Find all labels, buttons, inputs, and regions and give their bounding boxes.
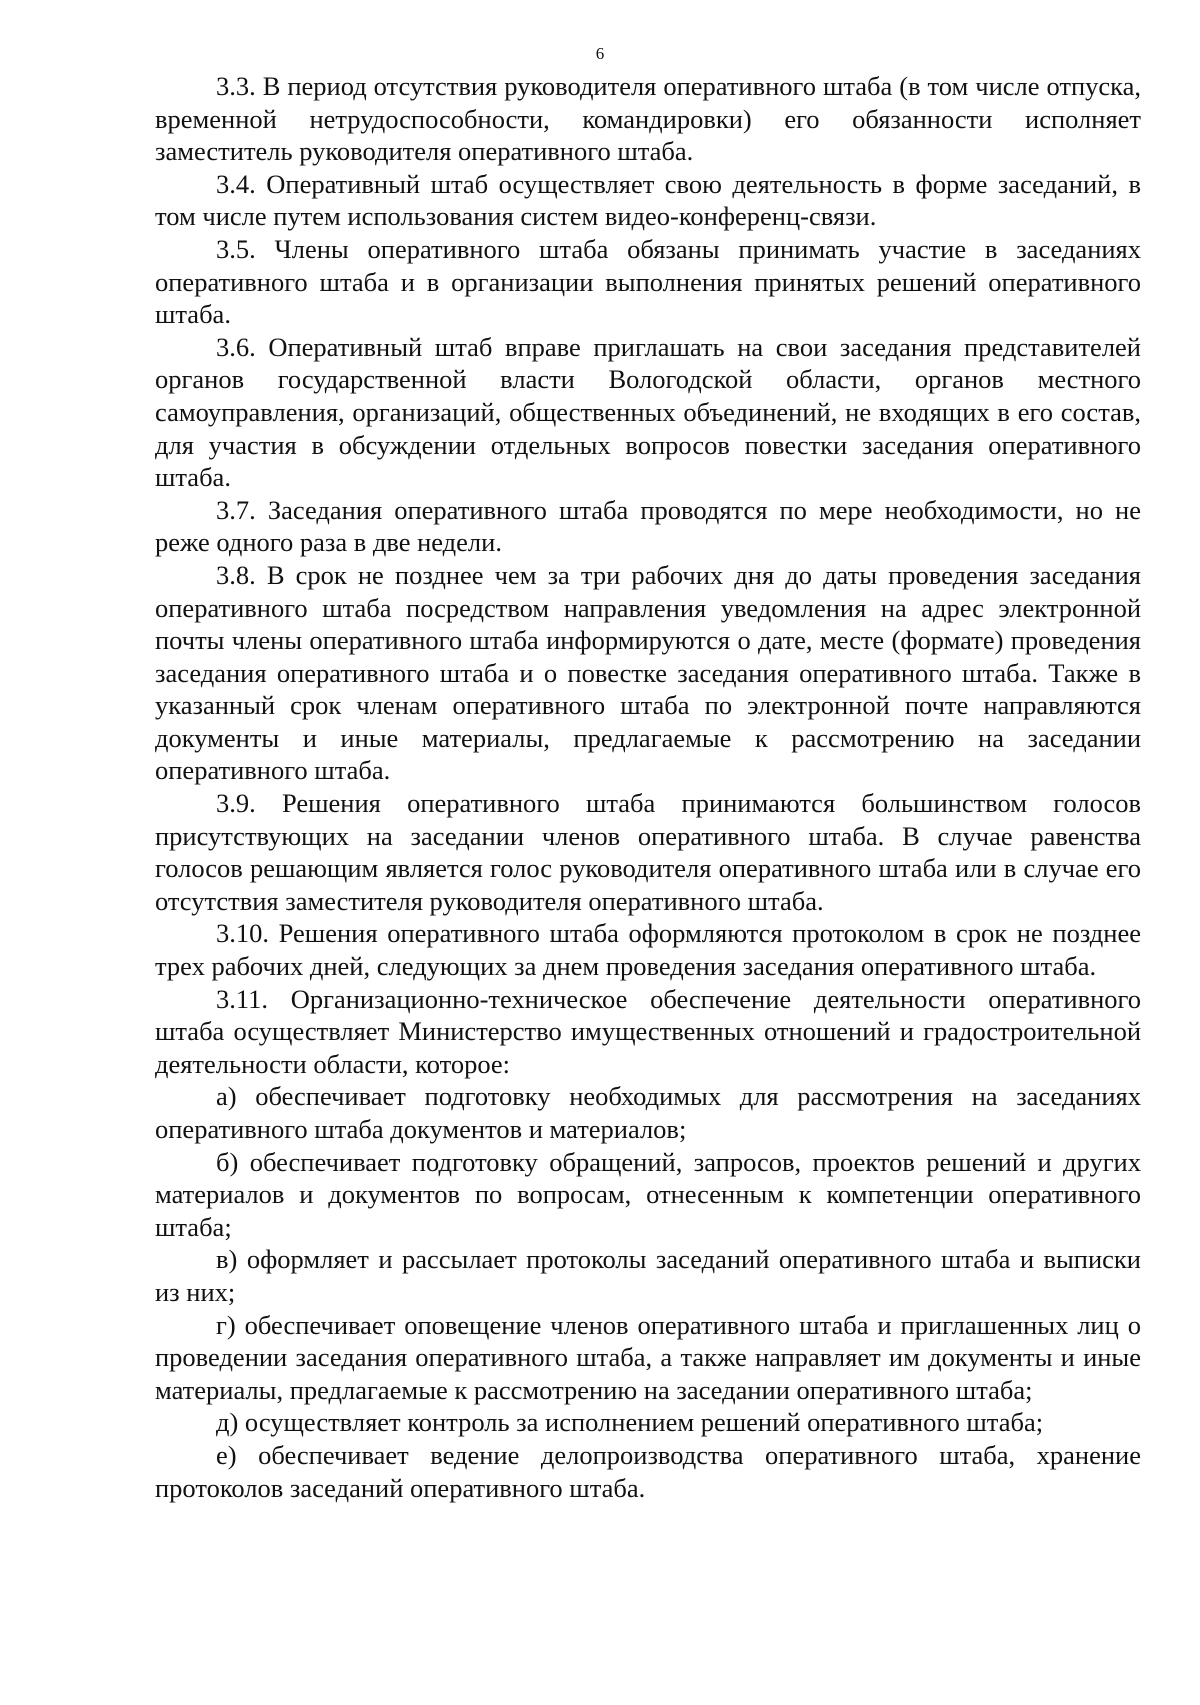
paragraph-3-4: 3.4. Оперативный штаб осуществляет свою деятельность в форме заседаний, в том числе путем использования систем видео-конференц-связи. — [155, 168, 1141, 232]
paragraph-3-5: 3.5. Члены оперативного штаба обязаны принимать участие в заседаниях оперативного штаба и в организации выполнения принятых решений оперативного штаба. — [155, 233, 1141, 330]
paragraph-3-7: 3.7. Заседания оперативного штаба проводятся по мере необходимости, но не реже одного раза в две недели. — [155, 494, 1141, 558]
paragraph-3-10: 3.10. Решения оперативного штаба оформляются протоколом в срок не позднее трех рабочих дней, следующих за днем проведения заседания оперативного штаба. — [155, 918, 1141, 982]
document-body — [155, 70, 1141, 1504]
list-item-v: в) оформляет и рассылает протоколы заседаний оперативного штаба и выписки из них; — [155, 1244, 1141, 1307]
paragraph-3-6: 3.6. Оперативный штаб вправе приглашать на свои заседания представителей органов государственной власти Вологодской области, органов местного самоуправления, организаций, общественных объединений, не входящих в его состав, для участия в обсуждении отдельных вопросов повестки заседания оперативного штаба. — [155, 331, 1141, 493]
page-number: 6 — [595, 44, 605, 63]
list-item-e: е) обеспечивает ведение делопроизводства оперативного штаба, хранение протоколов заседаний оперативного штаба. — [155, 1439, 1141, 1503]
paragraph-3-3: 3.3. В период отсутствия руководителя оперативного штаба (в том числе отпуска, временной нетрудоспособности, командировки) его обязанности исполняет заместитель руководителя оперативного штаба. — [155, 71, 1141, 167]
paragraph-3-11: 3.11. Организационно-техническое обеспечение деятельности оперативного штаба осуществляет Министерство имущественных отношений и градостроительной деятельности области, которое: — [155, 983, 1141, 1079]
paragraph-3-9: 3.9. Решения оперативного штаба принимаются большинством голосов присутствующих на заседании членов оперативного штаба. В случае равенства голосов решающим является голос руководителя оперативного штаба или в случае его отсутствия заместителя руководителя оперативного штаба. — [155, 788, 1141, 916]
list-item-g: г) обеспечивает оповещение членов оперативного штаба и приглашенных лиц о проведении заседания оперативного штаба, а также направляет им документы и иные материалы, предлагаемые к рассмотрению на заседании оперативного штаба; — [155, 1309, 1141, 1405]
list-item-d: д) осуществляет контроль за исполнением решений оперативного штаба; — [216, 1407, 1044, 1438]
paragraph-3-8: 3.8. В срок не позднее чем за три рабочих дня до даты проведения заседания оперативного штаба посредством направления уведомления на адрес электронной почты члены оперативного штаба информируются о дате, месте (формате) проведения заседания оперативного штаба и о повестке заседания оперативного штаба. Также в указанный срок членам оперативного штаба по электронной почте направляются документы и иные материалы, предлагаемые к рассмотрению на заседании оперативного штаба. — [155, 559, 1141, 786]
list-item-b: б) обеспечивает подготовку обращений, запросов, проектов решений и других материалов и документов по вопросам, отнесенным к компетенции оперативного штаба; — [155, 1146, 1141, 1242]
list-item-a: а) обеспечивает подготовку необходимых для рассмотрения на заседаниях оперативного штаба документов и материалов; — [155, 1081, 1141, 1144]
